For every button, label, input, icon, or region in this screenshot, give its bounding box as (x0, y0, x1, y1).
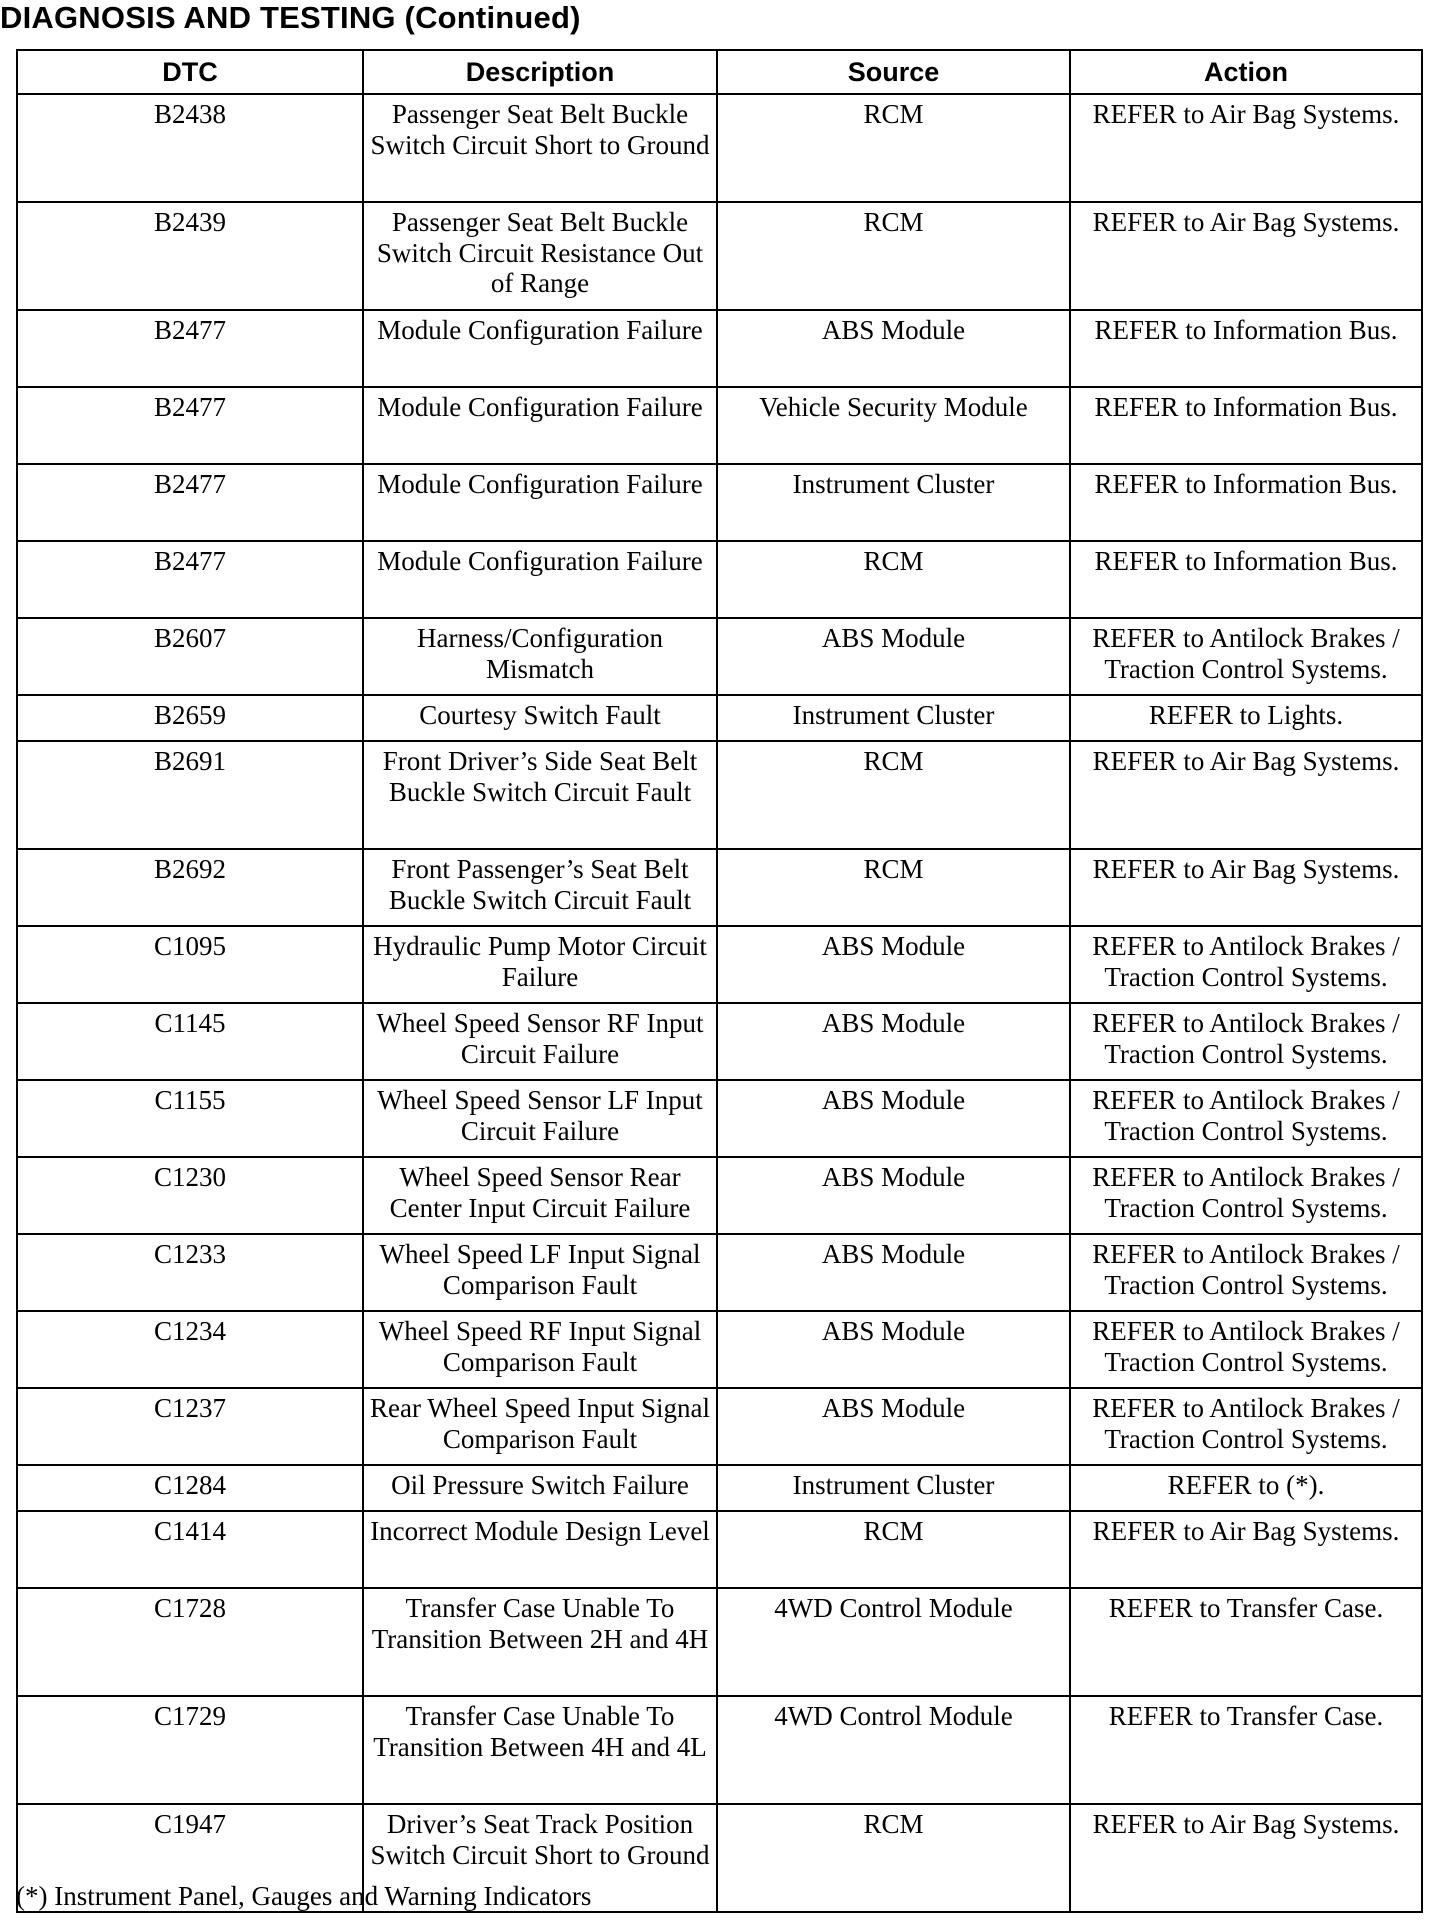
page-title: DIAGNOSIS AND TESTING (Continued) (0, 0, 581, 35)
footnote: (*) Instrument Panel, Gauges and Warning Indicators (16, 1881, 592, 1911)
dtc-source: ABS Module (717, 1311, 1070, 1388)
dtc-code: C1728 (17, 1588, 363, 1696)
table-row (17, 1696, 1422, 1804)
table-row (17, 926, 1422, 1003)
table-row (17, 1388, 1422, 1465)
dtc-action: REFER to Antilock Brakes / Traction Control Systems. (1070, 1234, 1422, 1311)
table-row (17, 541, 1422, 618)
table-row (17, 741, 1422, 849)
dtc-description: Module Configuration Failure (363, 387, 717, 464)
header-dtc: DTC (17, 50, 363, 94)
dtc-description: Transfer Case Unable To Transition Between 2H and 4H (363, 1588, 717, 1696)
dtc-code: B2439 (17, 202, 363, 310)
dtc-source: Instrument Cluster (717, 464, 1070, 541)
dtc-code: C1237 (17, 1388, 363, 1465)
dtc-action: REFER to Air Bag Systems. (1070, 94, 1422, 202)
dtc-action: REFER to Antilock Brakes / Traction Control Systems. (1070, 1388, 1422, 1465)
dtc-description: Module Configuration Failure (363, 541, 717, 618)
dtc-code: B2607 (17, 618, 363, 695)
dtc-description: Wheel Speed Sensor LF Input Circuit Failure (363, 1080, 717, 1157)
dtc-action: REFER to (*). (1070, 1465, 1422, 1511)
dtc-action: REFER to Information Bus. (1070, 310, 1422, 387)
dtc-code: C1947 (17, 1804, 363, 1912)
dtc-code: C1155 (17, 1080, 363, 1157)
dtc-source: 4WD Control Module (717, 1696, 1070, 1804)
dtc-action: REFER to Information Bus. (1070, 464, 1422, 541)
dtc-description: Passenger Seat Belt Buckle Switch Circuit Resistance Out of Range (363, 202, 717, 310)
table-row (17, 695, 1422, 741)
dtc-source: Vehicle Security Module (717, 387, 1070, 464)
dtc-action: REFER to Antilock Brakes / Traction Control Systems. (1070, 1311, 1422, 1388)
table-row (17, 1465, 1422, 1511)
dtc-source: ABS Module (717, 1080, 1070, 1157)
dtc-action: REFER to Transfer Case. (1070, 1588, 1422, 1696)
table-row (17, 618, 1422, 695)
dtc-source: Instrument Cluster (717, 1465, 1070, 1511)
dtc-source: ABS Module (717, 926, 1070, 1003)
dtc-code: C1145 (17, 1003, 363, 1080)
dtc-action: REFER to Antilock Brakes / Traction Control Systems. (1070, 618, 1422, 695)
dtc-source: Instrument Cluster (717, 695, 1070, 741)
dtc-description: Front Driver’s Side Seat Belt Buckle Switch Circuit Fault (363, 741, 717, 849)
dtc-code: B2659 (17, 695, 363, 741)
table-row (17, 310, 1422, 387)
dtc-description: Hydraulic Pump Motor Circuit Failure (363, 926, 717, 1003)
dtc-action: REFER to Transfer Case. (1070, 1696, 1422, 1804)
dtc-description: Passenger Seat Belt Buckle Switch Circuit Short to Ground (363, 94, 717, 202)
dtc-description: Module Configuration Failure (363, 464, 717, 541)
header-description: Description (363, 50, 717, 94)
dtc-description: Courtesy Switch Fault (363, 695, 717, 741)
dtc-table (16, 49, 1423, 1913)
dtc-source: RCM (717, 741, 1070, 849)
dtc-description: Module Configuration Failure (363, 310, 717, 387)
dtc-source: ABS Module (717, 1157, 1070, 1234)
dtc-description: Wheel Speed LF Input Signal Comparison Fault (363, 1234, 717, 1311)
table-row (17, 94, 1422, 202)
dtc-action: REFER to Antilock Brakes / Traction Control Systems. (1070, 926, 1422, 1003)
dtc-description: Wheel Speed RF Input Signal Comparison Fault (363, 1311, 717, 1388)
dtc-code: B2692 (17, 849, 363, 926)
dtc-action: REFER to Antilock Brakes / Traction Control Systems. (1070, 1003, 1422, 1080)
table-row (17, 464, 1422, 541)
dtc-code: C1230 (17, 1157, 363, 1234)
dtc-code: B2477 (17, 541, 363, 618)
dtc-code: C1284 (17, 1465, 363, 1511)
table-row (17, 849, 1422, 926)
dtc-code: C1729 (17, 1696, 363, 1804)
dtc-action: REFER to Air Bag Systems. (1070, 202, 1422, 310)
dtc-code: B2691 (17, 741, 363, 849)
dtc-code: C1234 (17, 1311, 363, 1388)
dtc-action: REFER to Lights. (1070, 695, 1422, 741)
header-source: Source (717, 50, 1070, 94)
dtc-description: Rear Wheel Speed Input Signal Comparison Fault (363, 1388, 717, 1465)
dtc-source: ABS Module (717, 310, 1070, 387)
dtc-action: REFER to Air Bag Systems. (1070, 1511, 1422, 1588)
dtc-description: Transfer Case Unable To Transition Between 4H and 4L (363, 1696, 717, 1804)
dtc-source: ABS Module (717, 1388, 1070, 1465)
dtc-source: ABS Module (717, 1234, 1070, 1311)
dtc-source: RCM (717, 541, 1070, 618)
dtc-action: REFER to Air Bag Systems. (1070, 849, 1422, 926)
dtc-code: C1233 (17, 1234, 363, 1311)
table-header-row (17, 50, 1422, 94)
dtc-source: ABS Module (717, 618, 1070, 695)
dtc-code: B2477 (17, 310, 363, 387)
dtc-action: REFER to Air Bag Systems. (1070, 1804, 1422, 1912)
dtc-action: REFER to Antilock Brakes / Traction Control Systems. (1070, 1157, 1422, 1234)
dtc-description: Incorrect Module Design Level (363, 1511, 717, 1588)
table-row (17, 1311, 1422, 1388)
table-row (17, 1003, 1422, 1080)
dtc-action: REFER to Information Bus. (1070, 387, 1422, 464)
dtc-description: Oil Pressure Switch Failure (363, 1465, 717, 1511)
dtc-source: ABS Module (717, 1003, 1070, 1080)
dtc-source: RCM (717, 202, 1070, 310)
dtc-description: Wheel Speed Sensor Rear Center Input Circuit Failure (363, 1157, 717, 1234)
dtc-source: RCM (717, 1804, 1070, 1912)
dtc-action: REFER to Air Bag Systems. (1070, 741, 1422, 849)
dtc-code: C1095 (17, 926, 363, 1003)
dtc-code: B2477 (17, 387, 363, 464)
dtc-source: RCM (717, 849, 1070, 926)
table-row (17, 1234, 1422, 1311)
dtc-source: 4WD Control Module (717, 1588, 1070, 1696)
dtc-code: B2438 (17, 94, 363, 202)
table-row (17, 387, 1422, 464)
dtc-action: REFER to Information Bus. (1070, 541, 1422, 618)
table-row (17, 1157, 1422, 1234)
dtc-code: B2477 (17, 464, 363, 541)
header-action: Action (1070, 50, 1422, 94)
dtc-description: Driver’s Seat Track Position Switch Circuit Short to Ground (363, 1804, 717, 1912)
table-row (17, 202, 1422, 310)
dtc-action: REFER to Antilock Brakes / Traction Control Systems. (1070, 1080, 1422, 1157)
table-row (17, 1080, 1422, 1157)
dtc-description: Harness/Configuration Mismatch (363, 618, 717, 695)
dtc-description: Front Passenger’s Seat Belt Buckle Switch Circuit Fault (363, 849, 717, 926)
dtc-description: Wheel Speed Sensor RF Input Circuit Failure (363, 1003, 717, 1080)
dtc-source: RCM (717, 94, 1070, 202)
dtc-code: C1414 (17, 1511, 363, 1588)
table-row (17, 1511, 1422, 1588)
dtc-source: RCM (717, 1511, 1070, 1588)
table-row (17, 1588, 1422, 1696)
